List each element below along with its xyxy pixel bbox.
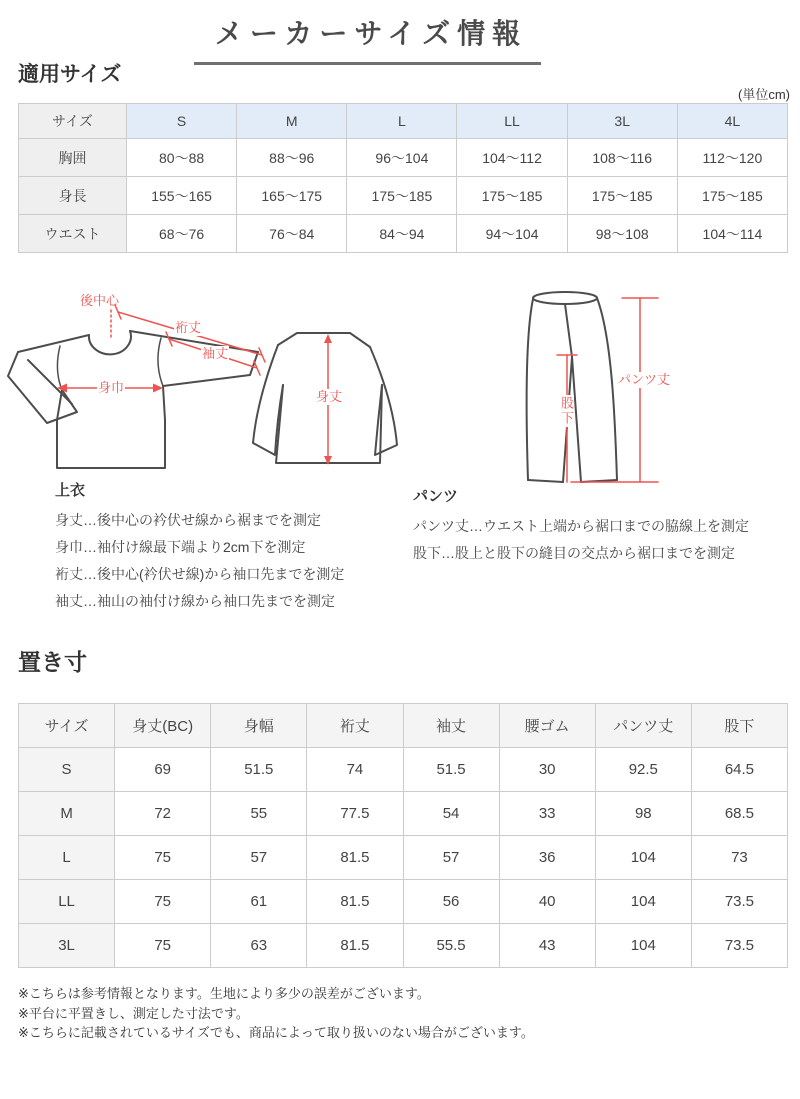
size-value: 51.5 bbox=[403, 748, 499, 792]
body-length-label: 身丈 bbox=[316, 389, 343, 404]
size-value: 88〜96 bbox=[237, 139, 347, 177]
row-label: M bbox=[19, 792, 115, 836]
size-value: 64.5 bbox=[691, 748, 787, 792]
flat-measure-table bbox=[18, 703, 788, 968]
size-value: 104 bbox=[595, 880, 691, 924]
back-center-label: 後中心 bbox=[80, 293, 120, 308]
size-value: 175〜185 bbox=[347, 177, 457, 215]
size-value: 73.5 bbox=[691, 880, 787, 924]
size-value: 112〜120 bbox=[677, 139, 787, 177]
size-value: 51.5 bbox=[211, 748, 307, 792]
size-value: 104 bbox=[595, 924, 691, 968]
pants-length-label: パンツ丈 bbox=[618, 372, 671, 387]
size-value: 104〜112 bbox=[457, 139, 567, 177]
size-value: 84〜94 bbox=[347, 215, 457, 253]
size-value: 175〜185 bbox=[457, 177, 567, 215]
row-label: 身長 bbox=[19, 177, 127, 215]
pants-left-hem bbox=[528, 480, 563, 482]
col-header: S bbox=[127, 104, 237, 139]
applicable-size-heading: 適用サイズ bbox=[18, 63, 122, 86]
legend-line: 裄丈…後中心(衿伏せ線)から袖口先までを測定 bbox=[55, 566, 345, 582]
table-row bbox=[19, 177, 788, 215]
size-value: 61 bbox=[211, 880, 307, 924]
body-width-arrowhead-right bbox=[153, 384, 163, 393]
col-header: 袖丈 bbox=[403, 704, 499, 748]
size-value: 68.5 bbox=[691, 792, 787, 836]
size-value: 69 bbox=[115, 748, 211, 792]
size-value: 175〜185 bbox=[677, 177, 787, 215]
row-label: L bbox=[19, 836, 115, 880]
size-value: 56 bbox=[403, 880, 499, 924]
shirt-back-top bbox=[278, 333, 370, 347]
col-header: 4L bbox=[677, 104, 787, 139]
row-label: LL bbox=[19, 880, 115, 924]
body-length-arrowhead-top bbox=[324, 334, 332, 343]
legend-line: 身丈…後中心の衿伏せ線から裾までを測定 bbox=[55, 512, 321, 528]
shirt-front-shoulder bbox=[18, 335, 89, 352]
legend-line: パンツ丈…ウエスト上端から裾口までの脇線上を測定 bbox=[413, 518, 749, 534]
col-header-size: サイズ bbox=[19, 704, 115, 748]
col-header: LL bbox=[457, 104, 567, 139]
pants-measurement-legend bbox=[413, 485, 749, 567]
size-value: 108〜116 bbox=[567, 139, 677, 177]
size-value: 68〜76 bbox=[127, 215, 237, 253]
legend-line: 股下…股上と股下の縫目の交点から裾口までを測定 bbox=[413, 545, 735, 561]
size-value: 36 bbox=[499, 836, 595, 880]
pants-right-outseam bbox=[597, 298, 617, 480]
size-value: 43 bbox=[499, 924, 595, 968]
size-value: 81.5 bbox=[307, 880, 403, 924]
size-value: 80〜88 bbox=[127, 139, 237, 177]
unit-note: (単位cm) bbox=[738, 87, 790, 102]
sleeve-length-label: 袖丈 bbox=[202, 346, 229, 361]
footnote: ※こちらは参考情報となります。生地により多少の誤差がございます。 bbox=[18, 986, 430, 1001]
inseam-label: 股下 bbox=[559, 396, 574, 426]
col-header: 裄丈 bbox=[307, 704, 403, 748]
legend-line: 身巾…袖付け線最下端より2cm下を測定 bbox=[55, 539, 306, 555]
size-value: 75 bbox=[115, 836, 211, 880]
col-header: 腰ゴム bbox=[499, 704, 595, 748]
pants-legend-heading: パンツ bbox=[413, 488, 459, 505]
col-header: 3L bbox=[567, 104, 677, 139]
size-value: 57 bbox=[211, 836, 307, 880]
size-value: 98 bbox=[595, 792, 691, 836]
row-label: 3L bbox=[19, 924, 115, 968]
size-value: 55 bbox=[211, 792, 307, 836]
footnote: ※平台に平置きし、測定した寸法です。 bbox=[18, 1005, 249, 1021]
table-row bbox=[19, 139, 788, 177]
table-row bbox=[19, 792, 788, 836]
tops-legend-heading: 上衣 bbox=[55, 482, 86, 499]
footnotes bbox=[18, 984, 534, 1043]
table-header-row bbox=[19, 704, 788, 748]
size-value: 165〜175 bbox=[237, 177, 347, 215]
pants-waistband bbox=[533, 292, 597, 304]
footnote: ※こちらに記載されているサイズでも、商品によって取り扱いのない場合がございます。 bbox=[18, 1025, 534, 1040]
col-header-size: サイズ bbox=[19, 104, 127, 139]
size-value: 57 bbox=[403, 836, 499, 880]
size-value: 72 bbox=[115, 792, 211, 836]
size-value: 81.5 bbox=[307, 836, 403, 880]
body-width-label: 身巾 bbox=[98, 380, 125, 395]
legend-line: 袖丈…袖山の袖付け線から袖口先までを測定 bbox=[55, 593, 335, 609]
size-value: 75 bbox=[115, 924, 211, 968]
size-value: 175〜185 bbox=[567, 177, 677, 215]
pants-center-crease bbox=[565, 304, 572, 357]
row-label: S bbox=[19, 748, 115, 792]
flat-measure-heading: 置き寸 bbox=[18, 649, 87, 675]
size-value: 40 bbox=[499, 880, 595, 924]
size-value: 73 bbox=[691, 836, 787, 880]
size-value: 76〜84 bbox=[237, 215, 347, 253]
size-value: 81.5 bbox=[307, 924, 403, 968]
col-header: パンツ丈 bbox=[595, 704, 691, 748]
size-value: 92.5 bbox=[595, 748, 691, 792]
col-header: 股下 bbox=[691, 704, 787, 748]
size-value: 54 bbox=[403, 792, 499, 836]
table-row bbox=[19, 836, 788, 880]
table-row bbox=[19, 924, 788, 968]
table-row bbox=[19, 748, 788, 792]
yuki-length-label: 裄丈 bbox=[175, 320, 202, 335]
measurement-diagram bbox=[0, 278, 800, 493]
table-row bbox=[19, 880, 788, 924]
size-value: 94〜104 bbox=[457, 215, 567, 253]
col-header: 身幅 bbox=[211, 704, 307, 748]
pants-left-outseam bbox=[527, 299, 533, 480]
size-value: 63 bbox=[211, 924, 307, 968]
table-row bbox=[19, 215, 788, 253]
size-value: 33 bbox=[499, 792, 595, 836]
size-value: 75 bbox=[115, 880, 211, 924]
size-value: 74 bbox=[307, 748, 403, 792]
col-header: M bbox=[237, 104, 347, 139]
shirt-back-right-sleeve bbox=[370, 347, 397, 455]
size-value: 55.5 bbox=[403, 924, 499, 968]
shirt-front-sleeve-fold bbox=[28, 360, 72, 404]
size-value: 96〜104 bbox=[347, 139, 457, 177]
size-value: 155〜165 bbox=[127, 177, 237, 215]
tops-measurement-legend bbox=[55, 479, 344, 615]
col-header: 身丈(BC) bbox=[115, 704, 211, 748]
size-value: 73.5 bbox=[691, 924, 787, 968]
size-value: 104〜114 bbox=[677, 215, 787, 253]
size-value: 77.5 bbox=[307, 792, 403, 836]
shirt-front-armhole-left bbox=[57, 346, 62, 390]
page-title: メーカーサイズ情報 bbox=[194, 6, 541, 65]
applicable-size-table bbox=[18, 103, 788, 253]
page-header bbox=[0, 6, 735, 65]
size-value: 104 bbox=[595, 836, 691, 880]
col-header: L bbox=[347, 104, 457, 139]
table-header-row bbox=[19, 104, 788, 139]
shirt-front-collar bbox=[89, 331, 131, 354]
size-value: 98〜108 bbox=[567, 215, 677, 253]
row-label: ウエスト bbox=[19, 215, 127, 253]
size-value: 30 bbox=[499, 748, 595, 792]
shirt-front-armhole-right bbox=[158, 338, 163, 386]
row-label: 胸囲 bbox=[19, 139, 127, 177]
